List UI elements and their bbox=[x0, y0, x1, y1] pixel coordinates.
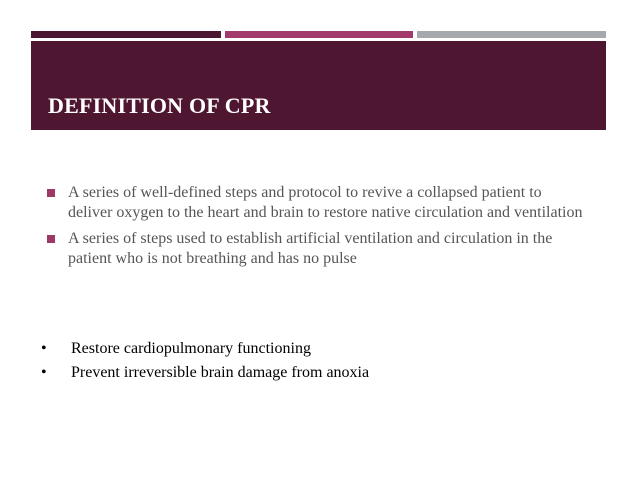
square-bullet-icon bbox=[47, 235, 55, 243]
goal-list bbox=[41, 337, 601, 385]
bullet-dot-icon: • bbox=[41, 364, 47, 381]
bullet-dot-icon: • bbox=[41, 340, 47, 357]
definition-item bbox=[47, 183, 587, 223]
accent-bar-gray bbox=[417, 31, 606, 38]
definition-text: A series of steps used to establish artificial ventilation and circulation in the patient who is not breathing and has no pulse bbox=[68, 230, 553, 267]
goal-text: Prevent irreversible brain damage from anoxia bbox=[71, 364, 370, 381]
accent-bar-dark-plum bbox=[31, 31, 221, 38]
title-band bbox=[31, 41, 606, 130]
slide-title: DEFINITION OF CPR bbox=[48, 93, 271, 118]
goal-item bbox=[41, 361, 601, 385]
definition-item bbox=[47, 229, 587, 269]
accent-bar-magenta bbox=[225, 31, 413, 38]
goal-text: Restore cardiopulmonary functioning bbox=[71, 340, 311, 357]
goal-item bbox=[41, 337, 601, 361]
square-bullet-icon bbox=[47, 189, 55, 197]
definition-list bbox=[47, 183, 587, 275]
definition-text: A series of well-defined steps and protocol to revive a collapsed patient to deliver oxygen to the heart and brain to restore native circulation and ventilation bbox=[68, 184, 583, 221]
